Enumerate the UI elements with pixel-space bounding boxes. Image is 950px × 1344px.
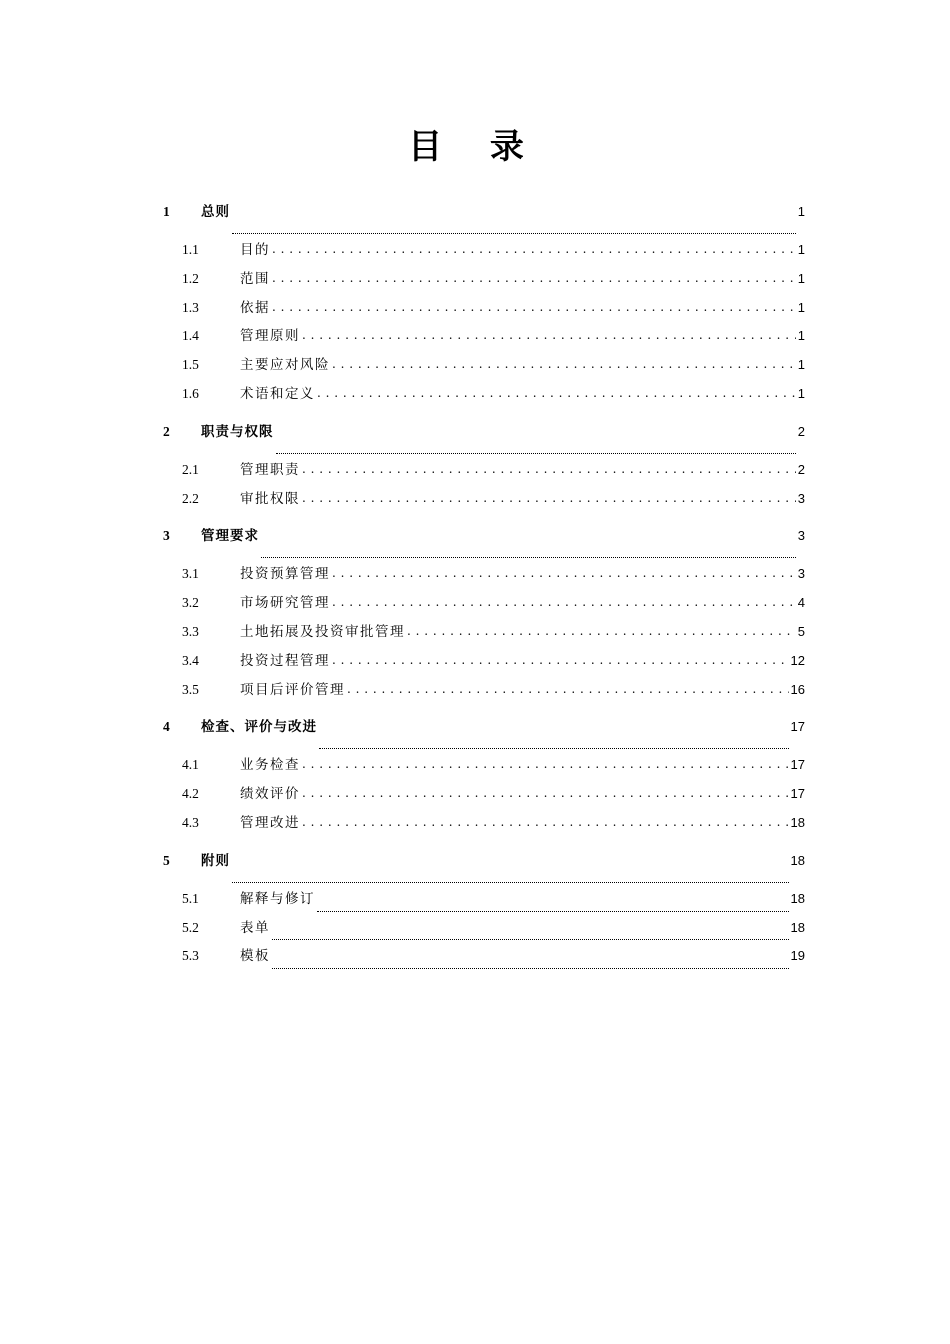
toc-subsection-3.5[interactable] bbox=[163, 678, 805, 707]
toc-subsection-4.3[interactable] bbox=[163, 811, 805, 840]
toc-subsection-title: 依据 bbox=[240, 299, 270, 316]
toc-subsection-3.4[interactable] bbox=[163, 649, 805, 678]
toc-page-number: 3 bbox=[797, 490, 805, 506]
toc-page-number: 2 bbox=[797, 423, 805, 439]
toc-subsection-3.1[interactable] bbox=[163, 562, 805, 591]
toc-leader-dots bbox=[232, 232, 796, 234]
toc-page-number: 19 bbox=[790, 948, 805, 964]
toc-section-number: 5 bbox=[163, 852, 170, 868]
toc-leader-dots bbox=[347, 681, 789, 697]
toc-leader-dots bbox=[317, 910, 789, 912]
toc-section-title: 附则 bbox=[201, 852, 230, 869]
toc-leader-dots bbox=[332, 594, 796, 610]
toc-section-number: 2 bbox=[163, 423, 170, 439]
toc-subsection-title: 目的 bbox=[240, 242, 270, 258]
toc-leader-dots bbox=[302, 785, 789, 801]
toc-leader-dots bbox=[272, 241, 796, 257]
toc-subsection-1.6[interactable] bbox=[163, 382, 805, 411]
toc-subsection-title: 土地拓展及投资审批管理 bbox=[240, 623, 405, 640]
toc-leader-dots bbox=[332, 356, 796, 372]
toc-page-number: 5 bbox=[797, 623, 805, 639]
toc-page-number: 16 bbox=[790, 681, 805, 697]
table-of-contents bbox=[163, 200, 805, 982]
toc-subsection-title: 解释与修订 bbox=[240, 890, 315, 907]
toc-subsection-number: 3.2 bbox=[182, 595, 199, 611]
toc-subsection-5.3[interactable] bbox=[163, 944, 805, 973]
toc-leader-dots bbox=[332, 652, 789, 668]
toc-page-number: 18 bbox=[790, 890, 805, 906]
toc-section-number: 1 bbox=[163, 204, 170, 219]
toc-page-number: 1 bbox=[797, 242, 805, 257]
toc-page-number: 17 bbox=[790, 757, 805, 773]
toc-section-title: 检查、评价与改进 bbox=[201, 719, 317, 736]
toc-subsection-title: 表单 bbox=[240, 919, 270, 936]
toc-section-number: 4 bbox=[163, 719, 170, 735]
toc-page-number: 1 bbox=[797, 204, 805, 219]
toc-subsection-title: 模板 bbox=[240, 948, 270, 965]
toc-leader-dots bbox=[317, 385, 796, 401]
toc-subsection-5.1[interactable] bbox=[163, 887, 805, 916]
toc-subsection-title: 投资预算管理 bbox=[240, 566, 330, 583]
toc-subsection-number: 1.1 bbox=[182, 242, 199, 257]
toc-subsection-number: 1.2 bbox=[182, 270, 199, 286]
toc-section-title: 管理要求 bbox=[201, 528, 259, 545]
toc-subsection-number: 5.3 bbox=[182, 948, 199, 964]
toc-leader-dots bbox=[261, 556, 796, 558]
toc-subsection-title: 审批权限 bbox=[240, 490, 300, 507]
toc-page-number: 18 bbox=[790, 814, 805, 830]
toc-subsection-2.1[interactable] bbox=[163, 458, 805, 487]
toc-subsection-number: 1.5 bbox=[182, 357, 199, 373]
toc-page-number: 4 bbox=[797, 595, 805, 611]
toc-section-number: 3 bbox=[163, 528, 170, 544]
toc-subsection-title: 术语和定义 bbox=[240, 385, 315, 402]
toc-subsection-2.2[interactable] bbox=[163, 487, 805, 516]
toc-subsection-number: 5.1 bbox=[182, 890, 199, 906]
toc-subsection-1.5[interactable] bbox=[163, 353, 805, 382]
toc-subsection-1.1[interactable] bbox=[163, 238, 805, 267]
toc-leader-dots bbox=[407, 623, 796, 639]
toc-subsection-number: 2.1 bbox=[182, 461, 199, 477]
toc-section-1[interactable] bbox=[163, 200, 805, 238]
toc-subsection-title: 管理原则 bbox=[240, 328, 300, 345]
toc-subsection-3.2[interactable] bbox=[163, 591, 805, 620]
toc-subsection-number: 5.2 bbox=[182, 919, 199, 935]
toc-page-number: 2 bbox=[797, 461, 805, 477]
toc-subsection-5.2[interactable] bbox=[163, 916, 805, 945]
toc-leader-dots bbox=[302, 756, 789, 772]
toc-section-2[interactable] bbox=[163, 420, 805, 458]
toc-leader-dots bbox=[272, 938, 789, 940]
toc-leader-dots bbox=[302, 814, 789, 830]
toc-subsection-number: 4.1 bbox=[182, 757, 199, 773]
toc-page-number: 1 bbox=[797, 299, 805, 315]
toc-page-number: 17 bbox=[790, 786, 805, 802]
toc-subsection-number: 3.3 bbox=[182, 623, 199, 639]
toc-section-title: 职责与权限 bbox=[201, 423, 274, 440]
toc-subsection-4.2[interactable] bbox=[163, 782, 805, 811]
toc-page-number: 3 bbox=[797, 528, 805, 544]
toc-section-5[interactable] bbox=[163, 849, 805, 887]
toc-subsection-number: 3.4 bbox=[182, 652, 199, 668]
toc-page-number: 1 bbox=[797, 357, 805, 373]
toc-page-number: 3 bbox=[797, 566, 805, 582]
toc-subsection-1.2[interactable] bbox=[163, 267, 805, 296]
toc-subsection-number: 4.3 bbox=[182, 814, 199, 830]
toc-subsection-title: 投资过程管理 bbox=[240, 652, 330, 669]
toc-subsection-title: 范围 bbox=[240, 270, 270, 287]
toc-section-4[interactable] bbox=[163, 715, 805, 753]
toc-leader-dots bbox=[302, 461, 796, 477]
toc-leader-dots bbox=[276, 452, 796, 454]
toc-subsection-number: 3.5 bbox=[182, 681, 199, 697]
toc-page-number: 18 bbox=[790, 852, 805, 868]
toc-page-number: 17 bbox=[790, 719, 805, 735]
toc-leader-dots bbox=[332, 565, 796, 581]
toc-page-number: 1 bbox=[797, 270, 805, 286]
toc-subsection-title: 管理改进 bbox=[240, 814, 300, 831]
toc-subsection-1.4[interactable] bbox=[163, 324, 805, 353]
toc-leader-dots bbox=[302, 490, 796, 506]
toc-subsection-title: 项目后评价管理 bbox=[240, 681, 345, 698]
toc-title: 目 录 bbox=[408, 127, 542, 167]
toc-leader-dots bbox=[232, 881, 789, 883]
toc-page-number: 1 bbox=[797, 328, 805, 344]
toc-subsection-title: 主要应对风险 bbox=[240, 357, 330, 374]
toc-page-number: 1 bbox=[797, 385, 805, 401]
toc-subsection-number: 1.4 bbox=[182, 328, 199, 344]
toc-subsection-number: 4.2 bbox=[182, 786, 199, 802]
toc-subsection-number: 2.2 bbox=[182, 490, 199, 506]
toc-leader-dots bbox=[272, 299, 796, 315]
toc-subsection-3.3[interactable] bbox=[163, 620, 805, 649]
toc-section-3[interactable] bbox=[163, 524, 805, 562]
toc-page-number: 18 bbox=[790, 919, 805, 935]
toc-subsection-title: 业务检查 bbox=[240, 757, 300, 774]
toc-leader-dots bbox=[302, 327, 796, 343]
toc-leader-dots bbox=[272, 967, 789, 969]
toc-subsection-title: 管理职责 bbox=[240, 461, 300, 478]
toc-subsection-title: 市场研究管理 bbox=[240, 595, 330, 612]
toc-subsection-number: 3.1 bbox=[182, 566, 199, 582]
toc-page-number: 12 bbox=[790, 652, 805, 668]
toc-leader-dots bbox=[272, 270, 796, 286]
toc-subsection-title: 绩效评价 bbox=[240, 786, 300, 803]
toc-subsection-1.3[interactable] bbox=[163, 296, 805, 325]
toc-subsection-number: 1.6 bbox=[182, 385, 199, 401]
toc-section-title: 总则 bbox=[201, 204, 230, 220]
toc-subsection-number: 1.3 bbox=[182, 299, 199, 315]
toc-leader-dots bbox=[319, 747, 789, 749]
toc-subsection-4.1[interactable] bbox=[163, 753, 805, 782]
